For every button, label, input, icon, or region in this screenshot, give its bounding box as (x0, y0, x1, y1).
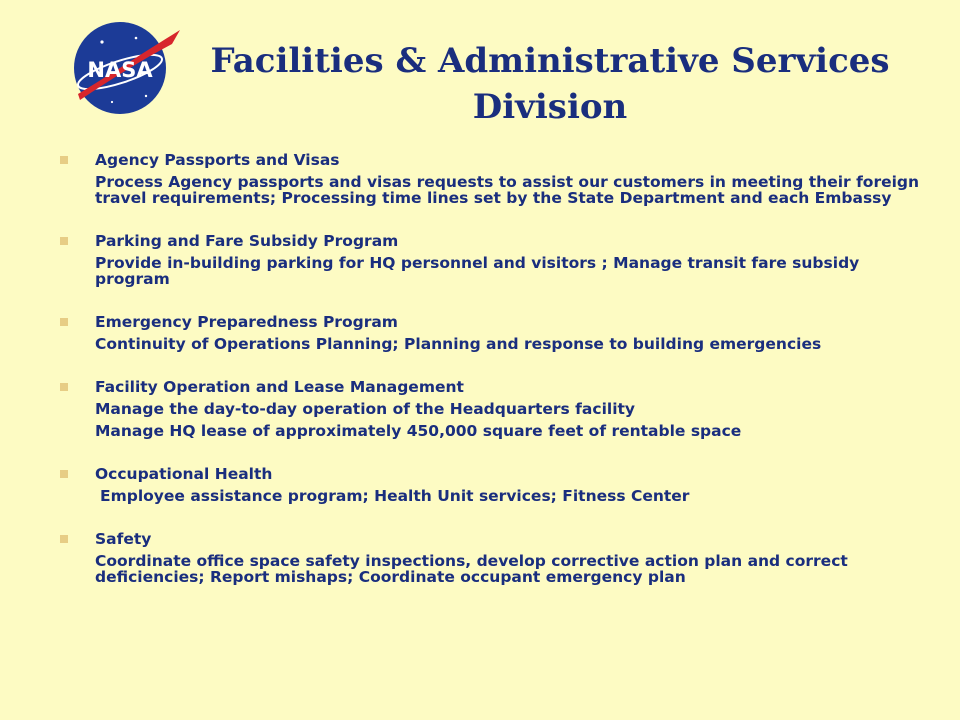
item-description: Manage HQ lease of approximately 450,000 square feet of rentable space (95, 422, 742, 440)
item-description: Continuity of Operations Planning; Planning and response to building emergencies (95, 335, 822, 353)
item-description: Employee assistance program; Health Unit services; Fitness Center (100, 487, 690, 505)
title-line-1: Facilities & Administrative Services (210, 41, 890, 81)
item-heading: Parking and Fare Subsidy Program (95, 232, 399, 250)
title-line-2: Division (472, 87, 628, 127)
list-item-safety (60, 529, 920, 585)
logo-wordmark: NASA (87, 58, 153, 82)
list-item-emergency (60, 312, 920, 352)
item-heading: Emergency Preparedness Program (95, 313, 398, 331)
list-item-facility (60, 377, 920, 439)
list-item-health (60, 464, 920, 504)
list-item-parking (60, 231, 920, 287)
item-heading: Agency Passports and Visas (95, 151, 340, 169)
bullet-list (60, 150, 920, 610)
item-description: Manage the day-to-day operation of the Headquarters facility (95, 400, 636, 418)
bullet-marker (60, 535, 68, 543)
bullet-marker (60, 318, 68, 326)
page-title (190, 38, 910, 130)
bullet-marker (60, 383, 68, 391)
bullet-marker (60, 237, 68, 245)
nasa-logo (68, 16, 184, 120)
item-description: Process Agency passports and visas requests to assist our customers in meeting their foreign travel requirements; Processing time lines set by the State Department and each Embassy (95, 173, 920, 207)
list-item-passports (60, 150, 920, 206)
item-heading: Safety (95, 530, 152, 548)
item-heading: Occupational Health (95, 465, 273, 483)
item-description: Coordinate office space safety inspections, develop corrective action plan and correct deficiencies; Report mishaps; Coordinate occupant emergency plan (95, 552, 848, 586)
bullet-marker (60, 470, 68, 478)
item-heading: Facility Operation and Lease Management (95, 378, 464, 396)
item-description: Provide in-building parking for HQ personnel and visitors ; Manage transit fare subsidy program (95, 254, 860, 288)
bullet-marker (60, 156, 68, 164)
